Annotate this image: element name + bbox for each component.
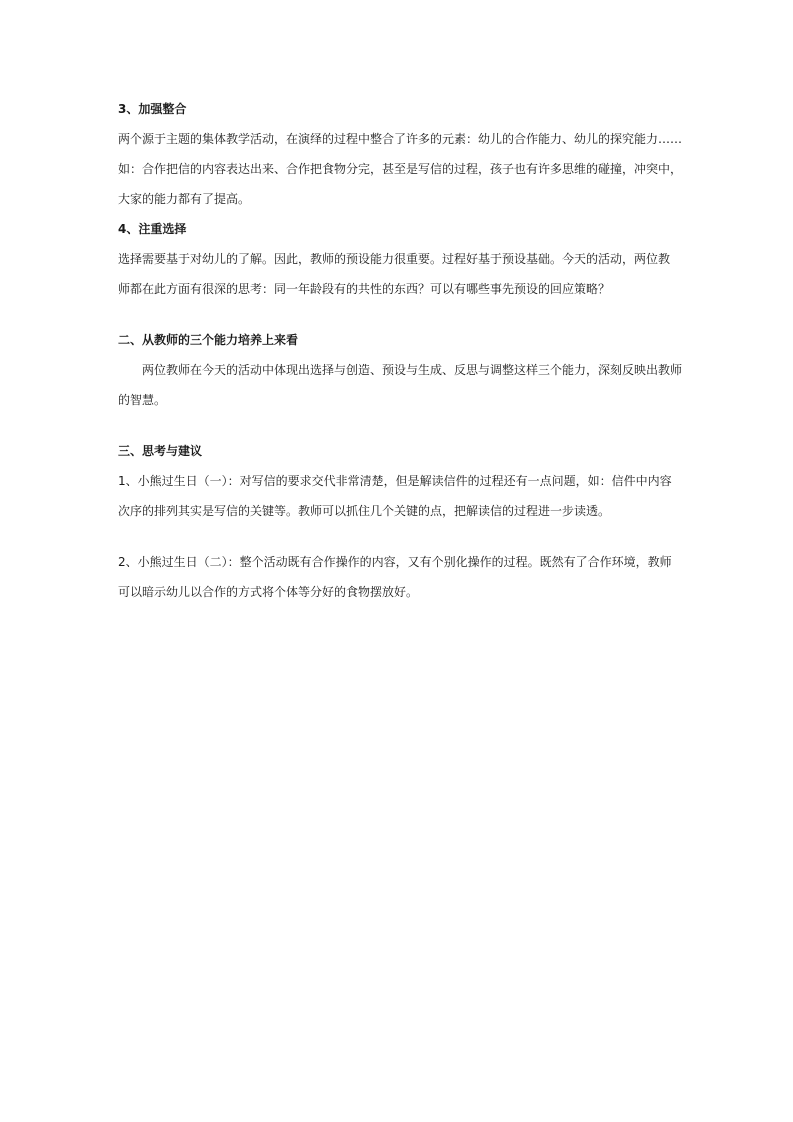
paragraph-line: 两个源于主题的集体教学活动，在演绎的过程中整合了许多的元素：幼儿的合作能力、幼儿的探究能力……: [118, 132, 683, 146]
paragraph-line: 选择需要基于对幼儿的了解。因此，教师的预设能力很重要。过程好基于预设基础。今天的活动，两位教: [118, 252, 671, 266]
part-3-heading: 三、思考与建议: [118, 444, 203, 458]
paragraph-line: 次序的排列其实是写信的关键等。教师可以抓住几个关键的点，把解读信的过程进一步读透。: [118, 504, 611, 518]
paragraph-line: 可以暗示幼儿以合作的方式将个体等分好的食物摆放好。: [118, 585, 419, 599]
section-heading-4: 4、注重选择: [118, 222, 187, 236]
section-heading-3: 3、加强整合: [118, 102, 187, 116]
section-3-paragraph: [118, 130, 683, 208]
section-4-paragraph: [118, 250, 678, 298]
part-2-heading: 二、从教师的三个能力培养上来看: [118, 333, 299, 347]
paragraph-line: 2、小熊过生日（二）：整个活动既有合作操作的内容，又有个别化操作的过程。既然有了合作环境，教师: [118, 555, 672, 569]
paragraph-line: 如：合作把信的内容表达出来、合作把食物分完，甚至是写信的过程，孩子也有许多思维的碰撞，冲突中，: [118, 162, 683, 176]
document-page: [118, 100, 683, 601]
part-3-item-2: [118, 553, 678, 601]
paragraph-line: 两位教师在今天的活动中体现出选择与创造、预设与生成、反思与调整这样三个能力，深刻反映出教师: [142, 363, 683, 377]
part-2-paragraph: [118, 361, 683, 409]
paragraph-line: 师都在此方面有很深的思考：同一年龄段有的共性的东西？可以有哪些事先预设的回应策略？: [118, 282, 611, 296]
part-3-item-1: [118, 472, 678, 520]
paragraph-line: 的智慧。: [118, 393, 167, 407]
paragraph-line: 1、小熊过生日（一）：对写信的要求交代非常清楚，但是解读信件的过程还有一点问题，如：信件中内容: [118, 474, 672, 488]
paragraph-line: 大家的能力都有了提高。: [118, 192, 251, 206]
